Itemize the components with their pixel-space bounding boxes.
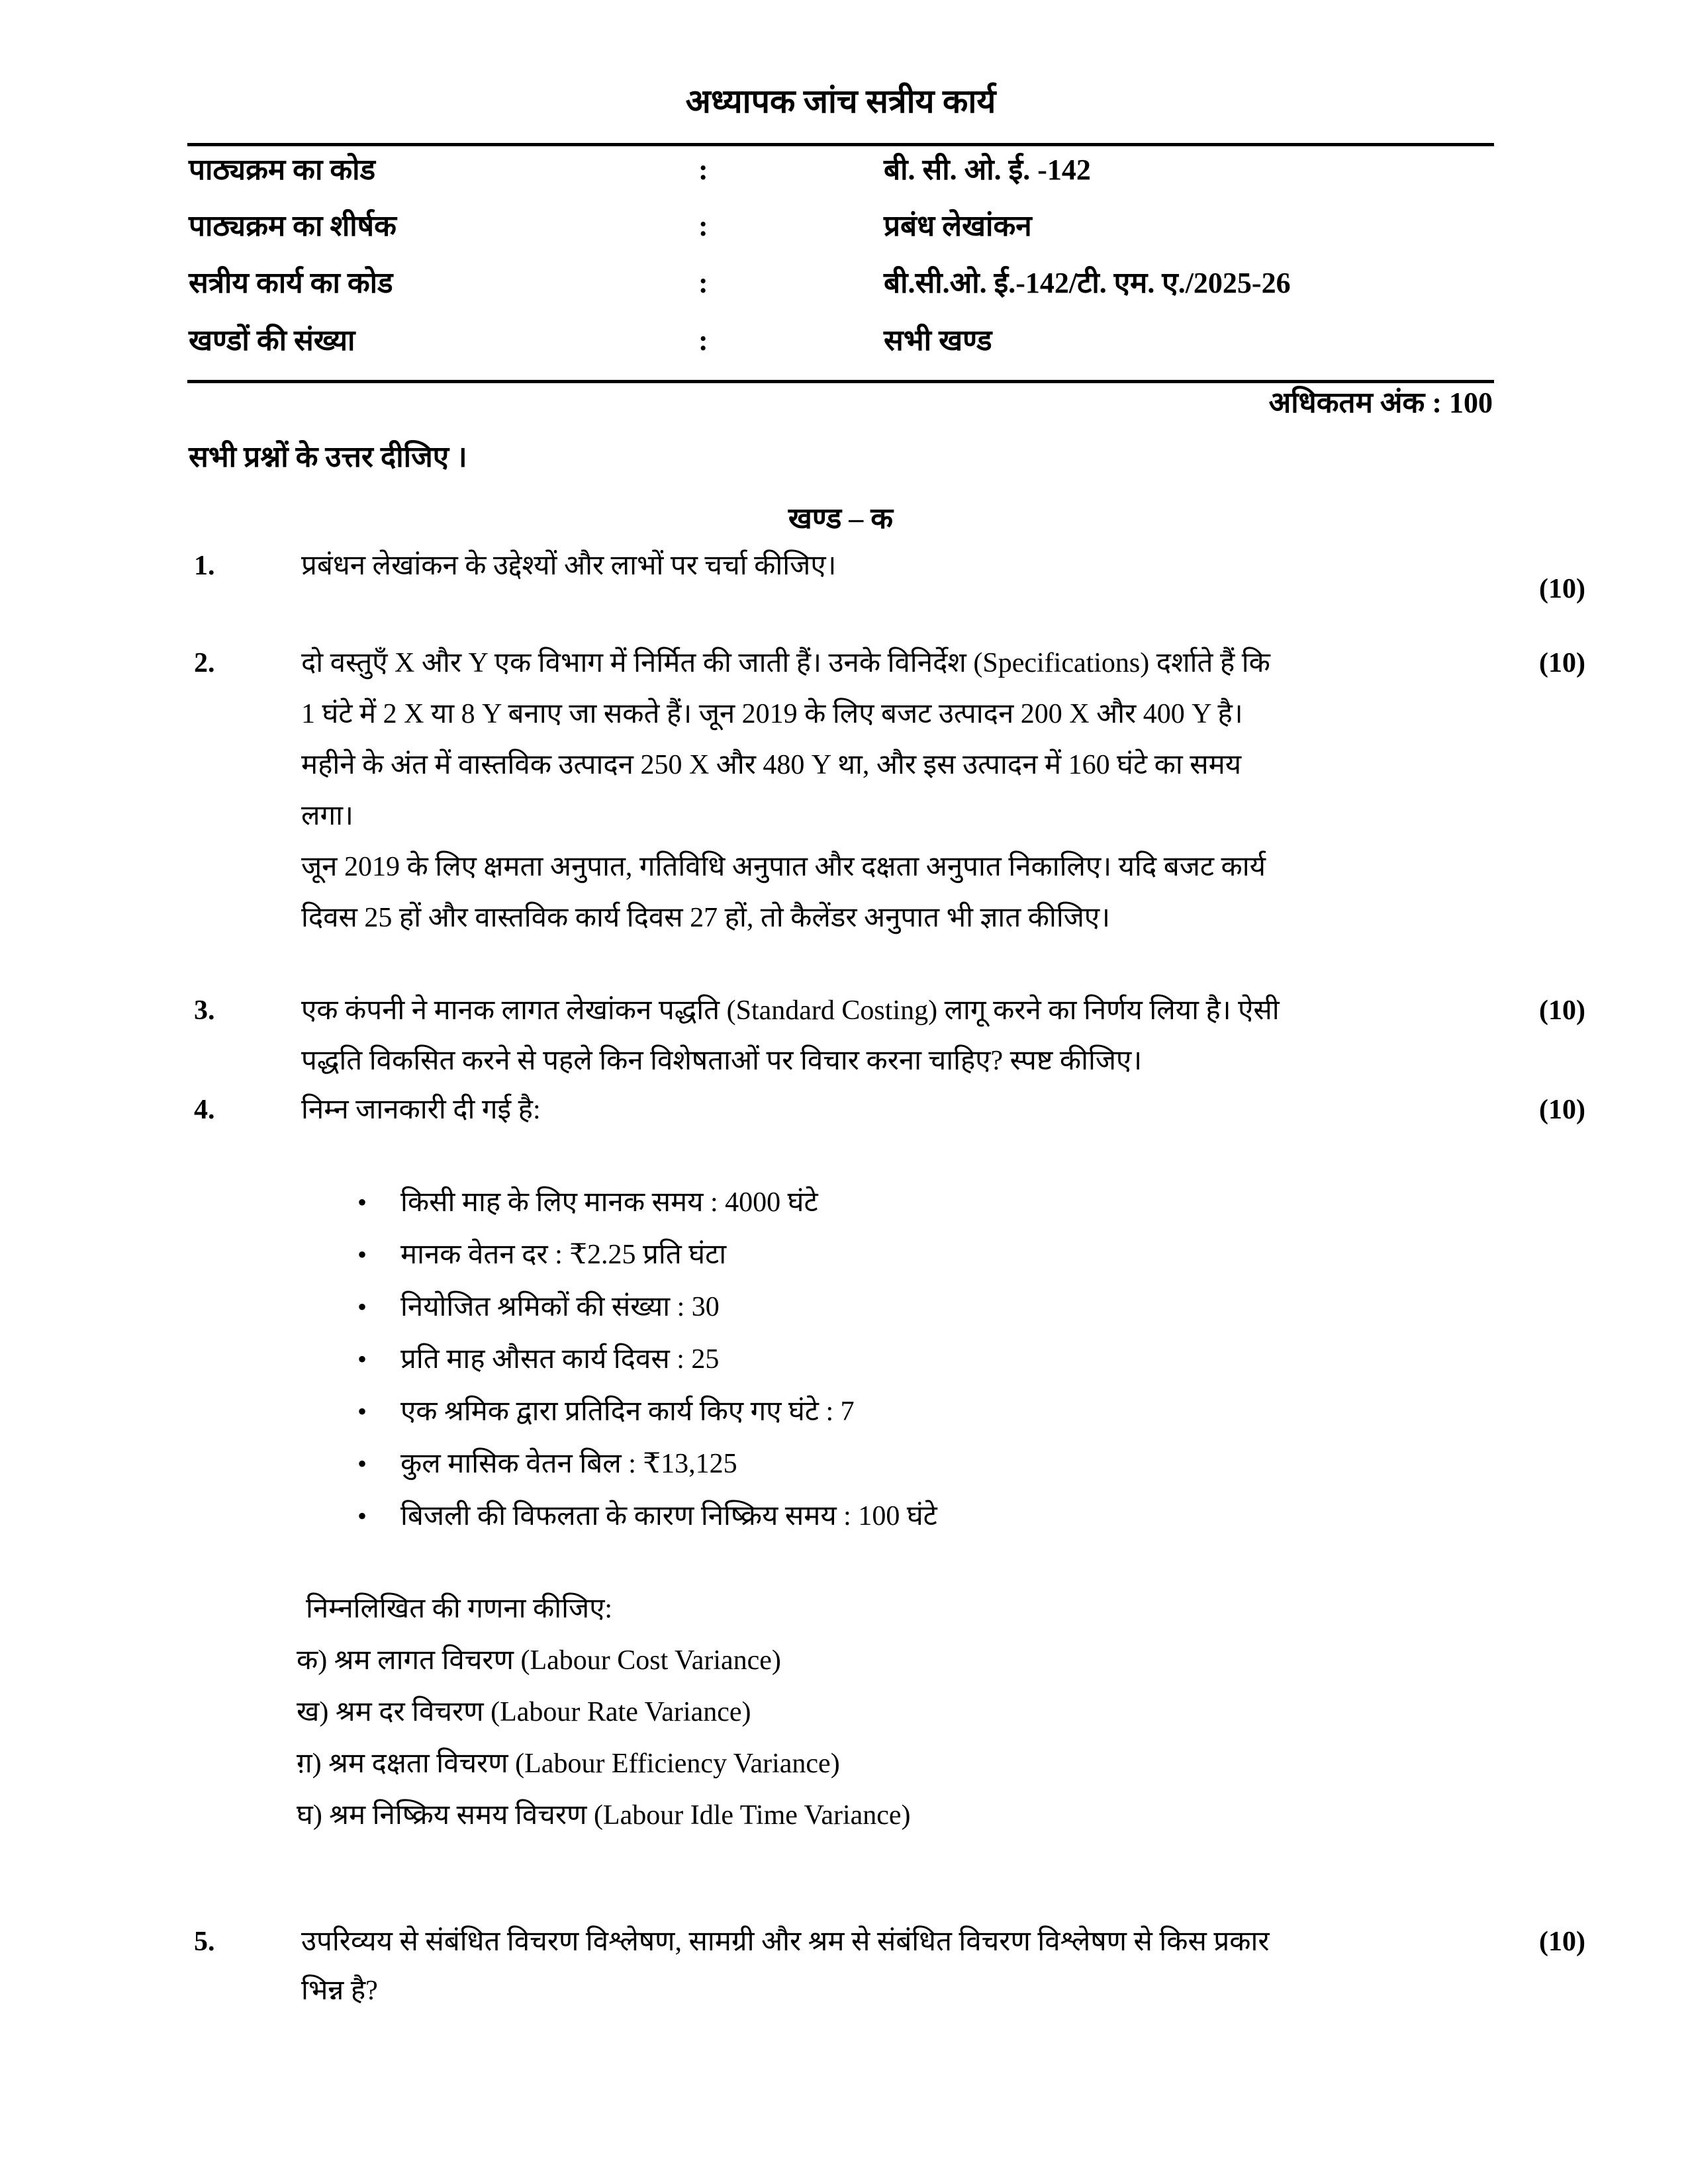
question-2-text-line-5: जून 2019 के लिए क्षमता अनुपात, गतिविधि अनुपात और दक्षता अनुपात निकालिए। यदि बजट कार्य [301, 852, 1266, 882]
question-5-text-line-2: भिन्न है? [301, 1976, 378, 2006]
bullet-icon: • [357, 1240, 367, 1269]
bullet-workers-employed [357, 1289, 720, 1326]
course-title-colon: : [698, 210, 708, 242]
bullet-hours-per-day [357, 1394, 855, 1430]
bullet-icon: • [357, 1449, 367, 1479]
question-2-marks: (10) [1539, 648, 1585, 678]
calc-item-labour-rate-variance: ख) श्रम दर विचरण (Labour Rate Variance) [297, 1697, 751, 1727]
bullet-standard-time-text: किसी माह के लिए मानक समय : 4000 घंटे [400, 1187, 818, 1218]
course-title-label: पाठ्यक्रम का शीर्षक [189, 210, 397, 242]
course-code-value: बी. सी. ओ. ई. -142 [884, 154, 1091, 186]
question-4-intro-text: निम्न जानकारी दी गई है: [301, 1095, 541, 1125]
question-2-text-line-3: महीने के अंत में वास्तविक उत्पादन 250 X और 480 Y था, और इस उत्पादन में 160 घंटे का समय [301, 750, 1242, 780]
course-code-colon: : [698, 154, 708, 186]
bullet-workers-employed-text: नियोजित श्रमिकों की संख्या : 30 [400, 1292, 720, 1322]
sections-count-label: खण्डों की संख्या [189, 324, 355, 357]
bullet-monthly-wage-bill-text: कुल मासिक वेतन बिल : ₹13,125 [400, 1449, 737, 1479]
sections-count-value: सभी खण्ड [884, 324, 992, 357]
question-1-text: प्रबंधन लेखांकन के उद्देश्यों और लाभों पर चर्चा कीजिए। [301, 551, 837, 581]
question-1-number: 1. [194, 551, 215, 581]
max-marks: अधिकतम अंक : 100 [1268, 387, 1493, 419]
sections-count-colon: : [698, 324, 708, 357]
bullet-working-days-text: प्रति माह औसत कार्य दिवस : 25 [400, 1344, 720, 1375]
question-4-marks: (10) [1539, 1095, 1585, 1125]
question-5-marks: (10) [1539, 1927, 1585, 1957]
assignment-code-label: सत्रीय कार्य का कोड [189, 267, 393, 299]
question-2-text-line-1: दो वस्तुएँ X और Y एक विभाग में निर्मित की जाती हैं। उनके विनिर्देश (Specifications) दर्शाते हैं कि [301, 648, 1270, 678]
question-3-text-line-2: पद्धति विकसित करने से पहले किन विशेषताओं पर विचार करना चाहिए? स्पष्ट कीजिए। [301, 1046, 1143, 1076]
assignment-code-colon: : [698, 267, 708, 299]
bullet-idle-time-text: बिजली की विफलता के कारण निष्क्रिय समय : 100 घंटे [400, 1501, 937, 1531]
course-code-label: पाठ्यक्रम का कोड [189, 154, 376, 186]
question-3-marks: (10) [1539, 995, 1585, 1026]
question-2-number: 2. [194, 648, 215, 678]
question-2-text-line-6: दिवस 25 हों और वास्तविक कार्य दिवस 27 हों, तो कैलेंडर अनुपात भी ज्ञात कीजिए। [301, 903, 1111, 933]
bullet-idle-time [357, 1498, 937, 1535]
bullet-working-days [357, 1342, 719, 1378]
question-3-number: 3. [194, 995, 215, 1026]
question-5-text-line-1: उपरिव्यय से संबंधित विचरण विश्लेषण, सामग्री और श्रम से संबंधित विचरण विश्लेषण से किस प्रकार [301, 1927, 1270, 1957]
bullet-icon: • [357, 1501, 367, 1531]
question-3-text-line-1: एक कंपनी ने मानक लागत लेखांकन पद्धति (Standard Costing) लागू करने का निर्णय लिया है। ऐसी [301, 995, 1280, 1026]
bullet-standard-time [357, 1185, 818, 1221]
bullet-standard-wage-rate [357, 1237, 726, 1273]
question-2-text-line-4: लगा। [301, 801, 353, 831]
calc-item-labour-efficiency-variance: ग़) श्रम दक्षता विचरण (Labour Efficiency Variance) [297, 1749, 840, 1779]
header-divider-top [187, 143, 1494, 146]
calc-item-labour-idle-time-variance: घ) श्रम निष्क्रिय समय विचरण (Labour Idle Time Variance) [297, 1800, 911, 1831]
calc-item-labour-cost-variance: क) श्रम लागत विचरण (Labour Cost Variance) [297, 1645, 781, 1676]
bullet-icon: • [357, 1396, 367, 1426]
bullet-icon: • [357, 1344, 367, 1374]
bullet-monthly-wage-bill [357, 1446, 737, 1482]
bullet-icon: • [357, 1292, 367, 1322]
answer-all-instruction: सभी प्रश्नों के उत्तर दीजिए । [189, 441, 467, 473]
question-5-number: 5. [194, 1927, 215, 1957]
header-divider-bottom [187, 380, 1494, 383]
bullet-icon: • [357, 1187, 367, 1217]
page-title: अध्यापक जांच सत्रीय कार्य [685, 83, 996, 120]
question-1-marks: (10) [1539, 574, 1585, 604]
calc-intro: निम्नलिखित की गणना कीजिए: [306, 1594, 613, 1624]
course-title-value: प्रबंध लेखांकन [884, 210, 1032, 242]
question-4-number: 4. [194, 1095, 215, 1125]
section-heading: खण्ड – क [788, 502, 894, 535]
assignment-code-value: बी.सी.ओ. ई.-142/टी. एम. ए./2025-26 [884, 267, 1291, 299]
bullet-standard-wage-rate-text: मानक वेतन दर : ₹2.25 प्रति घंटा [400, 1240, 727, 1270]
question-2-text-line-2: 1 घंटे में 2 X या 8 Y बनाए जा सकते हैं। जून 2019 के लिए बजट उत्पादन 200 X और 400 Y है। [301, 699, 1243, 729]
bullet-hours-per-day-text: एक श्रमिक द्वारा प्रतिदिन कार्य किए गए घंटे : 7 [400, 1396, 855, 1427]
